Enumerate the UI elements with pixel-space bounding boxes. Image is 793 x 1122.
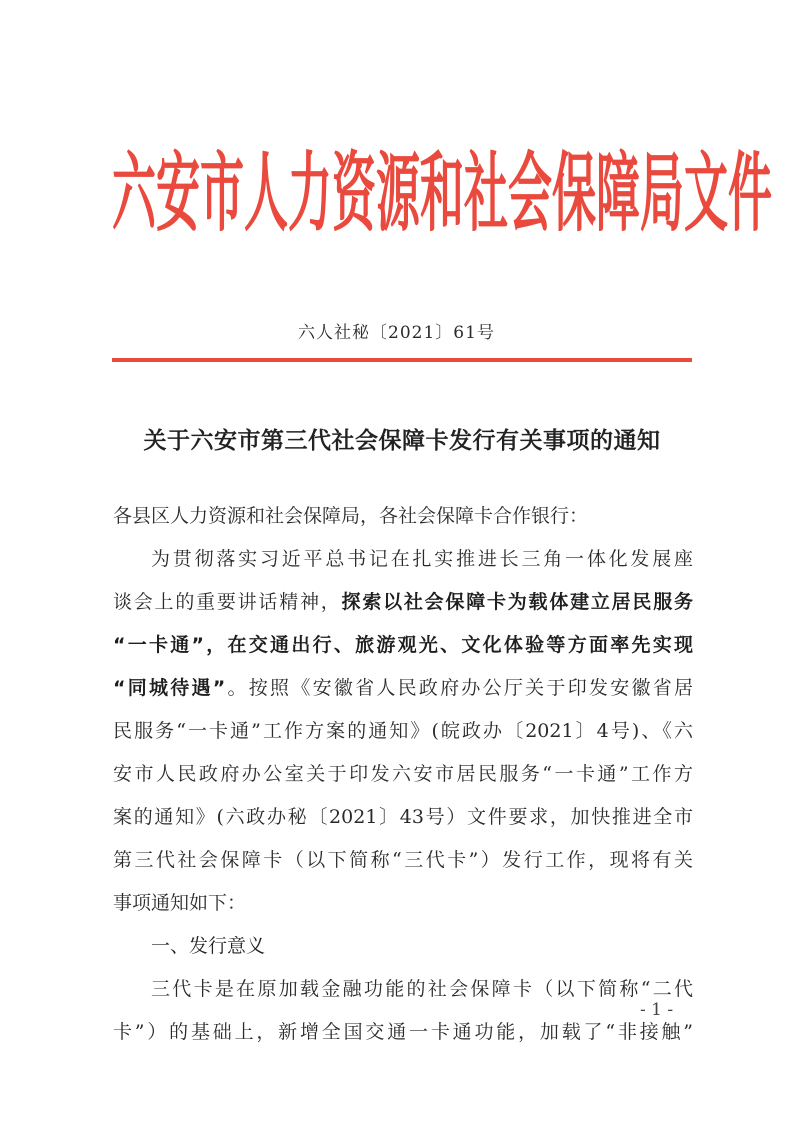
issuer-title-char: 安: [156, 144, 200, 244]
emphasized-text: “一卡通”，在交通出行、旅游观光、文化体验等方面率先实现: [113, 634, 693, 656]
paragraph-line: [113, 581, 693, 624]
issuer-red-header: [112, 140, 772, 250]
paragraph-line: 三代卡是在原加载金融功能的社会保障卡（以下简称“二代: [151, 978, 693, 1000]
text-segment: 谈会上的重要讲话精神，: [113, 591, 342, 613]
paragraph-line: 民服务“一卡通”工作方案的通知》(皖政办〔2021〕4号)、《六: [113, 720, 693, 742]
emphasized-text: “同城待遇”: [113, 677, 226, 699]
issuer-title-char: 局: [640, 144, 684, 244]
document-number: 六人社秘〔2021〕61号: [298, 323, 495, 343]
addressee-line: 各县区人力资源和社会保障局，各社会保障卡合作银行：: [113, 505, 589, 527]
text-segment: 。按照《安徽省人民政府办公厅关于印发安徽省居: [225, 677, 693, 699]
issuer-title-char: 件: [728, 144, 772, 244]
issuer-title-char: 文: [684, 144, 728, 244]
issuer-title-char: 资: [332, 144, 376, 244]
issuer-title-char: 人: [244, 144, 288, 244]
page-number: - 1 -: [640, 1000, 674, 1020]
issuer-title-char: 会: [508, 144, 552, 244]
issuer-title-char: 和: [420, 144, 464, 244]
issuer-title-char: 障: [596, 144, 640, 244]
issuer-title-char: 力: [288, 144, 332, 244]
issuer-title-char: 保: [552, 144, 596, 244]
section-heading: 一、发行意义: [151, 935, 266, 957]
red-separator-line: [112, 358, 692, 362]
paragraph-line: 事项通知如下：: [113, 892, 247, 914]
issuer-title-full: [0, 0, 1, 1]
paragraph-line: 案的通知》(六政办秘〔2021〕43号）文件要求，加快推进全市: [113, 806, 693, 828]
paragraph-line: 为贯彻落实习近平总书记在扎实推进长三角一体化发展座: [151, 548, 693, 570]
issuer-title-char: 市: [200, 144, 244, 244]
notice-title: 关于六安市第三代社会保障卡发行有关事项的通知: [143, 427, 661, 454]
paragraph-line: 第三代社会保障卡（以下简称“三代卡”）发行工作，现将有关: [113, 849, 693, 871]
paragraph-line: [113, 624, 693, 667]
paragraph-line: 卡”）的基础上，新增全国交通一卡通功能，加载了“非接触”: [113, 1021, 693, 1043]
emphasized-text: 探索以社会保障卡为载体建立居民服务: [341, 591, 693, 613]
document-body: [113, 495, 693, 1054]
issuer-title-char: 六: [112, 144, 156, 244]
paragraph-line: [113, 667, 693, 710]
issuer-title-char: 源: [376, 144, 420, 244]
paragraph-line: 安市人民政府办公室关于印发六安市居民服务“一卡通”工作方: [113, 763, 693, 785]
issuer-title-char: 社: [464, 144, 508, 244]
